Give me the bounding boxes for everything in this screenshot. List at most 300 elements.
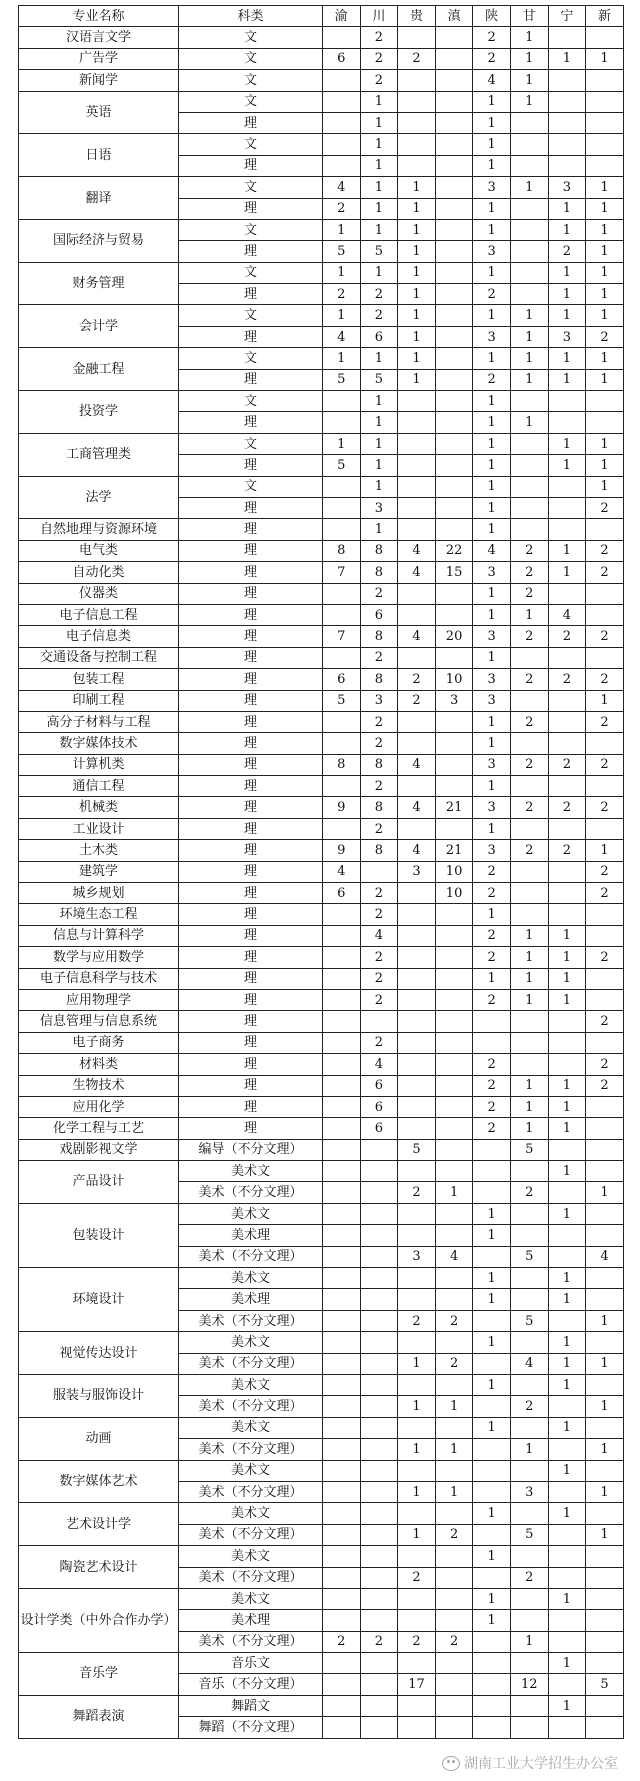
quota-cell: 1 xyxy=(473,134,511,155)
quota-cell: 1 xyxy=(510,968,548,989)
subject-type: 理 xyxy=(179,818,323,839)
quota-cell xyxy=(360,1610,398,1631)
quota-cell xyxy=(548,1310,586,1331)
subject-type: 理 xyxy=(179,925,323,946)
quota-cell: 2 xyxy=(398,48,436,69)
quota-cell xyxy=(323,1610,361,1631)
quota-cell xyxy=(398,883,436,904)
quota-cell xyxy=(435,1567,473,1588)
quota-cell: 2 xyxy=(586,1011,624,1032)
quota-cell: 8 xyxy=(360,562,398,583)
quota-cell: 1 xyxy=(398,177,436,198)
quota-cell: 2 xyxy=(360,733,398,754)
quota-cell xyxy=(473,1011,511,1032)
quota-cell: 1 xyxy=(473,497,511,518)
table-row xyxy=(19,1503,624,1524)
quota-cell: 1 xyxy=(548,947,586,968)
subject-type: 舞蹈文 xyxy=(179,1695,323,1716)
quota-cell: 2 xyxy=(473,989,511,1010)
subject-type: 理 xyxy=(179,198,323,219)
major-name: 高分子材料与工程 xyxy=(19,711,179,732)
quota-cell xyxy=(435,1289,473,1310)
quota-cell: 2 xyxy=(360,947,398,968)
quota-cell: 1 xyxy=(398,305,436,326)
quota-cell: 10 xyxy=(435,883,473,904)
quota-cell: 1 xyxy=(398,1439,436,1460)
quota-cell: 2 xyxy=(360,818,398,839)
quota-cell: 1 xyxy=(548,1503,586,1524)
subject-type: 理 xyxy=(179,155,323,176)
major-name: 会计学 xyxy=(19,305,179,348)
quota-cell: 1 xyxy=(473,305,511,326)
quota-cell: 5 xyxy=(586,1674,624,1695)
quota-cell: 1 xyxy=(323,433,361,454)
quota-cell xyxy=(398,904,436,925)
quota-cell: 1 xyxy=(323,219,361,240)
quota-cell: 5 xyxy=(323,455,361,476)
quota-cell: 17 xyxy=(398,1674,436,1695)
quota-cell: 2 xyxy=(360,1032,398,1053)
watermark xyxy=(442,1753,618,1773)
quota-cell: 3 xyxy=(473,626,511,647)
quota-cell: 2 xyxy=(586,861,624,882)
quota-cell xyxy=(323,1695,361,1716)
quota-cell xyxy=(323,1396,361,1417)
quota-cell xyxy=(586,1631,624,1652)
quota-cell xyxy=(548,818,586,839)
subject-type: 文 xyxy=(179,27,323,48)
quota-cell: 3 xyxy=(473,562,511,583)
subject-type: 理 xyxy=(179,797,323,818)
table-row xyxy=(19,925,624,946)
major-name: 电子信息工程 xyxy=(19,604,179,625)
major-name: 数学与应用数学 xyxy=(19,947,179,968)
quota-cell xyxy=(323,1417,361,1438)
quota-cell xyxy=(435,241,473,262)
quota-cell: 1 xyxy=(398,198,436,219)
quota-cell xyxy=(398,1032,436,1053)
quota-cell: 2 xyxy=(586,883,624,904)
quota-cell: 8 xyxy=(360,626,398,647)
quota-cell: 8 xyxy=(360,669,398,690)
subject-type: 理 xyxy=(179,754,323,775)
subject-type: 美术文 xyxy=(179,1546,323,1567)
quota-cell: 1 xyxy=(473,412,511,433)
quota-cell: 3 xyxy=(435,690,473,711)
quota-cell xyxy=(435,198,473,219)
quota-cell xyxy=(510,262,548,283)
quota-cell: 1 xyxy=(473,433,511,454)
quota-cell xyxy=(435,1268,473,1289)
quota-cell xyxy=(398,583,436,604)
quota-cell: 1 xyxy=(473,1610,511,1631)
quota-cell: 2 xyxy=(586,626,624,647)
quota-cell xyxy=(398,733,436,754)
quota-cell xyxy=(510,904,548,925)
quota-cell xyxy=(586,776,624,797)
quota-cell: 1 xyxy=(398,1396,436,1417)
quota-cell: 5 xyxy=(510,1524,548,1545)
quota-cell: 4 xyxy=(398,840,436,861)
quota-cell: 1 xyxy=(586,241,624,262)
quota-cell xyxy=(398,1417,436,1438)
quota-cell: 1 xyxy=(473,776,511,797)
quota-cell: 5 xyxy=(323,369,361,390)
quota-cell: 8 xyxy=(323,540,361,561)
quota-cell: 8 xyxy=(360,754,398,775)
quota-cell xyxy=(323,1332,361,1353)
quota-cell xyxy=(323,583,361,604)
table-row xyxy=(19,968,624,989)
quota-cell xyxy=(435,1417,473,1438)
quota-cell: 5 xyxy=(510,1246,548,1267)
quota-cell: 1 xyxy=(548,1289,586,1310)
quota-cell xyxy=(586,1546,624,1567)
quota-cell xyxy=(473,1695,511,1716)
quota-cell xyxy=(435,1032,473,1053)
major-name: 交通设备与控制工程 xyxy=(19,647,179,668)
quota-cell xyxy=(510,1503,548,1524)
quota-cell xyxy=(360,1524,398,1545)
quota-cell xyxy=(548,1011,586,1032)
quota-cell xyxy=(398,989,436,1010)
quota-cell xyxy=(360,1439,398,1460)
quota-cell xyxy=(435,112,473,133)
quota-cell xyxy=(323,733,361,754)
quota-cell xyxy=(323,1653,361,1674)
quota-cell xyxy=(548,1567,586,1588)
quota-cell xyxy=(435,305,473,326)
subject-type: 理 xyxy=(179,241,323,262)
quota-cell xyxy=(510,883,548,904)
table-row xyxy=(19,776,624,797)
quota-cell xyxy=(586,391,624,412)
quota-cell xyxy=(586,583,624,604)
quota-cell xyxy=(548,1139,586,1160)
quota-cell xyxy=(323,925,361,946)
table-row xyxy=(19,1417,624,1438)
quota-cell: 2 xyxy=(360,647,398,668)
quota-cell: 2 xyxy=(360,284,398,305)
quota-cell xyxy=(473,1246,511,1267)
quota-cell xyxy=(510,1268,548,1289)
quota-cell xyxy=(435,27,473,48)
quota-cell xyxy=(548,1631,586,1652)
quota-cell xyxy=(510,733,548,754)
subject-type: 美术（不分文理） xyxy=(179,1631,323,1652)
quota-cell: 8 xyxy=(323,754,361,775)
quota-cell xyxy=(323,497,361,518)
quota-cell: 2 xyxy=(510,840,548,861)
quota-cell xyxy=(435,1225,473,1246)
quota-cell xyxy=(360,1695,398,1716)
subject-type: 理 xyxy=(179,583,323,604)
quota-cell xyxy=(548,904,586,925)
quota-cell xyxy=(323,1075,361,1096)
subject-type: 美术（不分文理） xyxy=(179,1439,323,1460)
quota-cell: 2 xyxy=(586,326,624,347)
subject-type: 文 xyxy=(179,476,323,497)
quota-cell: 1 xyxy=(548,369,586,390)
quota-cell xyxy=(586,989,624,1010)
quota-cell: 1 xyxy=(360,348,398,369)
quota-cell: 1 xyxy=(398,262,436,283)
quota-cell: 2 xyxy=(510,797,548,818)
major-name: 材料类 xyxy=(19,1054,179,1075)
subject-type: 文 xyxy=(179,91,323,112)
quota-cell: 1 xyxy=(473,1332,511,1353)
quota-cell xyxy=(548,861,586,882)
table-row xyxy=(19,818,624,839)
quota-cell xyxy=(435,1075,473,1096)
quota-cell: 2 xyxy=(398,669,436,690)
quota-cell xyxy=(586,155,624,176)
table-row xyxy=(19,48,624,69)
quota-cell: 4 xyxy=(360,1054,398,1075)
quota-cell: 2 xyxy=(360,48,398,69)
quota-cell xyxy=(510,776,548,797)
quota-cell xyxy=(548,583,586,604)
subject-type: 理 xyxy=(179,989,323,1010)
quota-cell: 2 xyxy=(473,1118,511,1139)
quota-cell xyxy=(360,1653,398,1674)
quota-cell xyxy=(510,519,548,540)
subject-type: 理 xyxy=(179,455,323,476)
major-name: 电气类 xyxy=(19,540,179,561)
quota-cell xyxy=(586,1203,624,1224)
header-yunnan: 滇 xyxy=(435,6,473,27)
subject-type: 美术文 xyxy=(179,1417,323,1438)
quota-cell xyxy=(548,519,586,540)
quota-cell xyxy=(360,861,398,882)
quota-cell xyxy=(510,690,548,711)
quota-cell xyxy=(510,1161,548,1182)
table-row xyxy=(19,840,624,861)
quota-cell xyxy=(510,1332,548,1353)
table-row xyxy=(19,1139,624,1160)
quota-cell xyxy=(323,1225,361,1246)
quota-cell: 1 xyxy=(586,1439,624,1460)
subject-type: 理 xyxy=(179,497,323,518)
quota-cell: 4 xyxy=(323,861,361,882)
quota-cell xyxy=(435,134,473,155)
quota-cell: 1 xyxy=(548,1332,586,1353)
quota-cell: 1 xyxy=(548,48,586,69)
subject-type: 美术理 xyxy=(179,1610,323,1631)
subject-type: 理 xyxy=(179,669,323,690)
quota-cell xyxy=(360,1717,398,1738)
quota-cell: 4 xyxy=(323,177,361,198)
major-name: 环境设计 xyxy=(19,1268,179,1332)
quota-cell xyxy=(586,1460,624,1481)
subject-type: 理 xyxy=(179,326,323,347)
quota-cell: 1 xyxy=(360,433,398,454)
quota-cell: 8 xyxy=(360,797,398,818)
quota-cell xyxy=(586,1567,624,1588)
quota-cell: 5 xyxy=(510,1139,548,1160)
subject-type: 理 xyxy=(179,776,323,797)
quota-cell: 3 xyxy=(473,326,511,347)
table-row xyxy=(19,219,624,240)
quota-cell xyxy=(510,818,548,839)
major-name: 信息管理与信息系统 xyxy=(19,1011,179,1032)
quota-cell: 3 xyxy=(398,1246,436,1267)
quota-cell: 1 xyxy=(510,348,548,369)
quota-cell xyxy=(548,776,586,797)
major-name: 陶瓷艺术设计 xyxy=(19,1546,179,1589)
quota-cell xyxy=(473,1674,511,1695)
subject-type: 理 xyxy=(179,1054,323,1075)
quota-cell xyxy=(435,925,473,946)
quota-cell: 2 xyxy=(548,754,586,775)
major-name: 生物技术 xyxy=(19,1075,179,1096)
quota-cell: 2 xyxy=(360,305,398,326)
quota-cell xyxy=(398,1289,436,1310)
quota-cell xyxy=(323,391,361,412)
quota-cell xyxy=(586,1118,624,1139)
subject-type: 文 xyxy=(179,70,323,91)
subject-type: 理 xyxy=(179,562,323,583)
quota-cell xyxy=(398,519,436,540)
quota-cell: 2 xyxy=(398,1567,436,1588)
quota-cell: 4 xyxy=(398,754,436,775)
subject-type: 文 xyxy=(179,305,323,326)
quota-cell xyxy=(473,1032,511,1053)
quota-cell: 1 xyxy=(586,1524,624,1545)
quota-cell: 2 xyxy=(323,284,361,305)
quota-cell xyxy=(435,70,473,91)
quota-cell: 1 xyxy=(435,1439,473,1460)
header-sichuan: 川 xyxy=(360,6,398,27)
quota-cell: 2 xyxy=(548,626,586,647)
quota-cell: 1 xyxy=(548,1203,586,1224)
quota-cell: 3 xyxy=(473,690,511,711)
quota-cell: 1 xyxy=(473,476,511,497)
subject-type: 文 xyxy=(179,391,323,412)
header-ningxia: 宁 xyxy=(548,6,586,27)
quota-cell: 2 xyxy=(510,1567,548,1588)
quota-cell: 4 xyxy=(360,925,398,946)
quota-cell xyxy=(548,1439,586,1460)
quota-cell: 2 xyxy=(473,1054,511,1075)
table-row xyxy=(19,690,624,711)
subject-type: 理 xyxy=(179,1075,323,1096)
quota-cell xyxy=(360,1396,398,1417)
quota-cell xyxy=(548,733,586,754)
quota-cell xyxy=(360,1268,398,1289)
quota-cell: 6 xyxy=(323,669,361,690)
quota-cell xyxy=(360,1481,398,1502)
quota-cell xyxy=(398,1503,436,1524)
subject-type: 文 xyxy=(179,134,323,155)
quota-cell xyxy=(473,1481,511,1502)
quota-cell: 1 xyxy=(548,1268,586,1289)
quota-cell: 1 xyxy=(510,412,548,433)
quota-cell: 1 xyxy=(398,326,436,347)
quota-cell xyxy=(435,412,473,433)
quota-cell: 15 xyxy=(435,562,473,583)
quota-cell xyxy=(323,1268,361,1289)
quota-cell: 1 xyxy=(473,198,511,219)
quota-cell xyxy=(510,455,548,476)
quota-cell: 1 xyxy=(586,1182,624,1203)
quota-cell: 2 xyxy=(510,562,548,583)
quota-cell: 1 xyxy=(548,989,586,1010)
major-name: 投资学 xyxy=(19,391,179,434)
major-name: 服装与服饰设计 xyxy=(19,1375,179,1418)
quota-cell xyxy=(586,733,624,754)
quota-cell: 1 xyxy=(398,241,436,262)
quota-cell: 1 xyxy=(548,433,586,454)
quota-cell xyxy=(323,134,361,155)
quota-cell xyxy=(586,1161,624,1182)
table-row xyxy=(19,177,624,198)
quota-cell xyxy=(398,1610,436,1631)
quota-cell: 1 xyxy=(586,305,624,326)
header-chongqing: 渝 xyxy=(323,6,361,27)
quota-cell xyxy=(586,27,624,48)
quota-cell: 1 xyxy=(586,690,624,711)
quota-cell: 1 xyxy=(586,455,624,476)
subject-type: 美术文 xyxy=(179,1588,323,1609)
quota-cell xyxy=(548,690,586,711)
quota-cell xyxy=(398,476,436,497)
quota-cell: 2 xyxy=(398,1182,436,1203)
quota-cell xyxy=(586,1588,624,1609)
quota-cell: 1 xyxy=(360,219,398,240)
quota-cell: 1 xyxy=(548,1417,586,1438)
quota-cell: 2 xyxy=(473,48,511,69)
quota-cell: 2 xyxy=(435,1631,473,1652)
quota-cell xyxy=(435,369,473,390)
quota-cell xyxy=(323,27,361,48)
quota-cell: 1 xyxy=(473,1289,511,1310)
quota-cell xyxy=(586,647,624,668)
major-name: 设计学类（中外合作办学） xyxy=(19,1588,179,1652)
quota-cell: 5 xyxy=(360,369,398,390)
quota-cell xyxy=(398,412,436,433)
quota-cell: 2 xyxy=(510,754,548,775)
quota-cell: 1 xyxy=(548,262,586,283)
quota-cell xyxy=(435,1503,473,1524)
quota-cell: 6 xyxy=(360,326,398,347)
quota-cell xyxy=(360,1203,398,1224)
table-row xyxy=(19,540,624,561)
major-name: 机械类 xyxy=(19,797,179,818)
quota-cell xyxy=(548,155,586,176)
quota-cell xyxy=(360,1375,398,1396)
header-shaanxi: 陕 xyxy=(473,6,511,27)
quota-cell: 1 xyxy=(473,968,511,989)
quota-cell: 1 xyxy=(473,1203,511,1224)
quota-cell: 1 xyxy=(473,1225,511,1246)
quota-cell xyxy=(360,1289,398,1310)
table-row xyxy=(19,626,624,647)
quota-cell: 1 xyxy=(510,305,548,326)
quota-cell xyxy=(323,1588,361,1609)
quota-cell: 2 xyxy=(586,1075,624,1096)
subject-type: 文 xyxy=(179,348,323,369)
quota-cell xyxy=(398,604,436,625)
subject-type: 文 xyxy=(179,177,323,198)
quota-cell xyxy=(435,1546,473,1567)
quota-cell: 2 xyxy=(360,27,398,48)
quota-cell: 1 xyxy=(473,604,511,625)
quota-cell xyxy=(548,1610,586,1631)
quota-cell: 1 xyxy=(323,262,361,283)
quota-cell xyxy=(323,1096,361,1117)
quota-cell: 8 xyxy=(360,540,398,561)
